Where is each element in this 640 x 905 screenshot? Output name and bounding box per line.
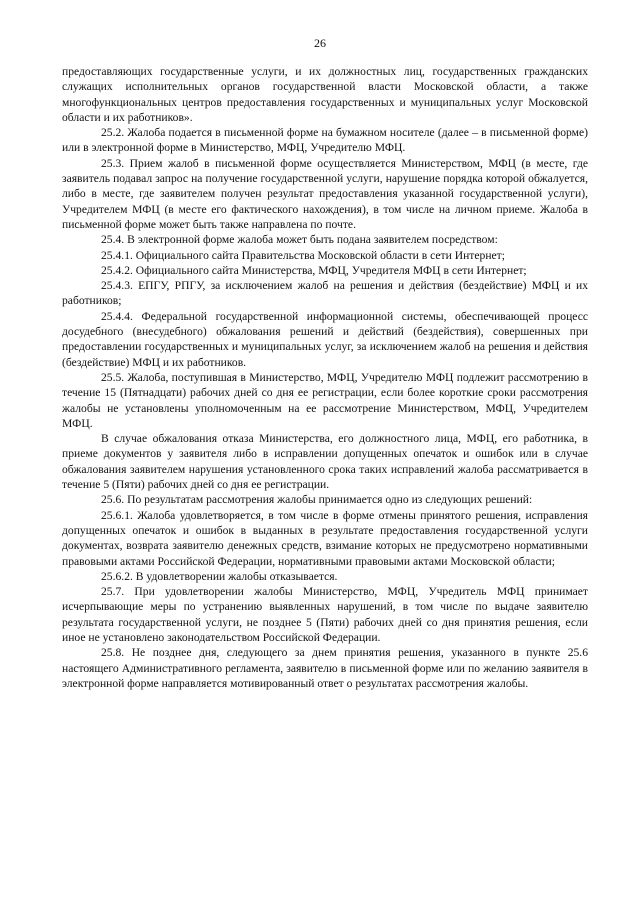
paragraph-25-4-4: 25.4.4. Федеральной государственной информационной системы, обеспечивающей процесс досудебного (внесудебного) обжалования решений и действий (бездействия), совершенных при предоставлении государственных и муниципальных услуг, за исключением жалоб на решения и действия (бездействие) МФЦ и их работников. [62,309,588,369]
paragraph-25-4: 25.4. В электронной форме жалоба может быть подана заявителем посредством: [101,233,498,247]
paragraph-25-4-3: 25.4.3. ЕПГУ, РПГУ, за исключением жалоб на решения и действия (бездействие) МФЦ и их работников; [62,279,588,308]
paragraph-25-2: 25.2. Жалоба подается в письменной форме на бумажном носителе (далее – в письменной форме) или в электронной форме в Министерство, МФЦ, Учредителю МФЦ. [62,126,588,155]
paragraph-25-6-1: 25.6.1. Жалоба удовлетворяется, в том числе в форме отмены принятого решения, исправления допущенных опечаток и ошибок в выданных в результате предоставления государственной услуги документах, возврата заявителю денежных средств, взимание которых не предусмотрено нормативными правовыми актами Российской Федерации, нормативными правовыми актами Московской области; [62,508,588,568]
paragraph-25-6: 25.6. По результатам рассмотрения жалобы принимается одно из следующих решений: [101,493,533,507]
paragraph-25-5-refusal: В случае обжалования отказа Министерства, его должностного лица, МФЦ, его работника, в приеме документов у заявителя либо в исправлении допущенных опечаток и ошибок или в случае обжалования заявителем нарушения установленного срока таких исправлений жалоба рассматривается в течение 5 (Пяти) рабочих дней со дня ее регистрации. [62,432,588,492]
paragraph-25-8: 25.8. Не позднее дня, следующего за днем принятия решения, указанного в пункте 25.6 настоящего Административного регламента, заявителю в письменной форме или по желанию заявителя в электронной форме направляется мотивированный ответ о результатах рассмотрения жалобы. [62,646,588,690]
paragraph-25-4-1: 25.4.1. Официального сайта Правительства Московской области в сети Интернет; [101,248,505,262]
paragraph-25-6-2: 25.6.2. В удовлетворении жалобы отказывается. [101,569,338,583]
page-number: 26 [314,36,326,50]
paragraph-continuation: предоставляющих государственные услуги, и их должностных лиц, государственных гражданских служащих исполнительных органов государственной власти Московской области, а также многофункциональных центров предоставления государственных и муниципальных услуг Московской области и их работников». [62,65,588,124]
document-body [62,64,588,691]
paragraph-25-7: 25.7. При удовлетворении жалобы Министерство, МФЦ, Учредитель МФЦ принимает исчерпывающие меры по устранению выявленных нарушений, в том числе по выдаче заявителю результата государственной услуги, не позднее 5 (Пяти) рабочих дней со дня принятия решения, если иное не установлено законодательством Российской Федерации. [62,585,588,644]
paragraph-25-3: 25.3. Прием жалоб в письменной форме осуществляется Министерством, МФЦ (в месте, где заявитель подавал запрос на получение государственной услуги, нарушение порядка которой обжалуется, либо в месте, где заявителем получен результат предоставления указанной государственной услуги), Учредителем МФЦ (в месте его фактического нахождения), в том числе на личном приеме. Жалоба в письменной форме может быть также направлена по почте. [62,156,588,231]
paragraph-25-4-2: 25.4.2. Официального сайта Министерства, МФЦ, Учредителя МФЦ в сети Интернет; [101,263,527,277]
paragraph-25-5: 25.5. Жалоба, поступившая в Министерство, МФЦ, Учредителю МФЦ подлежит рассмотрению в течение 15 (Пятнадцати) рабочих дней со дня ее регистрации, если более короткие сроки рассмотрения жалобы не установлены уполномоченным на ее рассмотрение Министерством, МФЦ, Учредителем МФЦ. [62,370,588,430]
